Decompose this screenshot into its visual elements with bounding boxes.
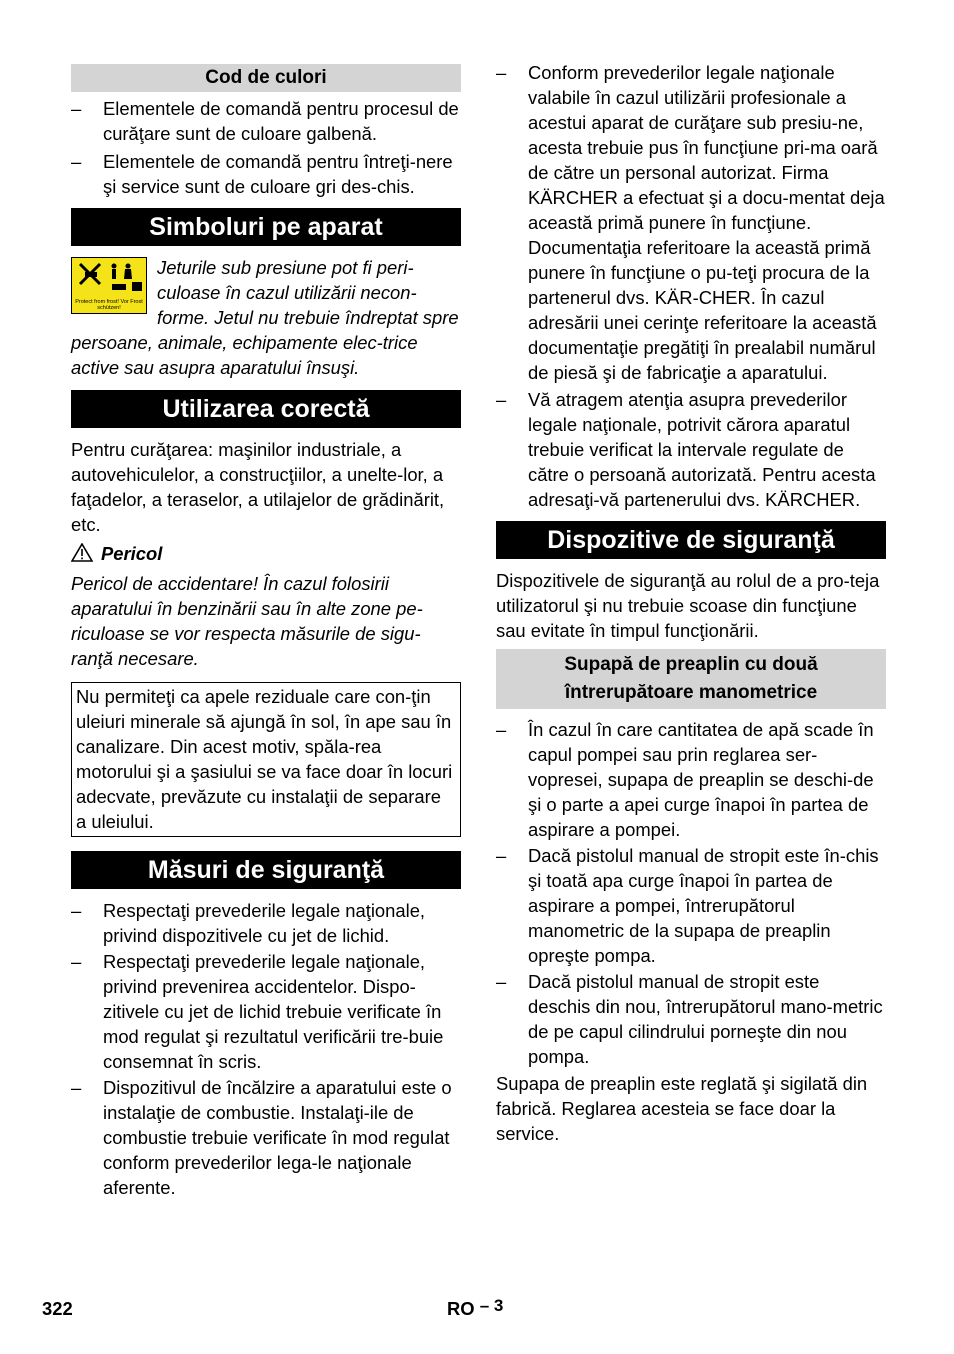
symbols-heading: Simboluri pe aparat: [71, 208, 461, 246]
list-item: – Conform prevederilor legale naţionale valabile în cazul utilizării profesionale a acestui aparat de curăţare sub presiu-ne, acesta trebuie pus în funcţiune pri-ma oară de către un personal autorizat. Firma KÄRCHER a efectuat şi a docu-mentat deja această primă punere în funcţiune. Documentaţia referitoare la această primă punere în funcţiune o pu-teţi procura de la partenerul dvs. KÄR-CHER. În cazul adresării unei cerinţe referitoare la această documentaţie pregătiţi în prealabil numărul de piesă şi de fabricaţie a aparatului.: [496, 62, 885, 383]
proper-use-section: [71, 390, 461, 837]
proper-use-heading: Utilizarea corectă: [71, 390, 461, 428]
dash-icon: –: [496, 845, 507, 866]
danger-text: Pericol de accidentare! În cazul folosirii aparatului în benzinării sau în alte zone pe-riculoase se vor respecta măsurile de sigu-ranţă necesare.: [71, 573, 423, 669]
overflow-valve-section: [496, 649, 886, 1146]
overflow-valve-heading: Supapă de preaplin cu două întrerupătoare manometrice: [496, 649, 886, 709]
list-item: – Dacă pistolul manual de stropit este deschis din nou, întrerupătorul mano-metric de pe capul cilindrului porneşte din nou pompa.: [496, 971, 883, 1067]
dash-icon: –: [71, 1077, 82, 1098]
safety-heading: Măsuri de siguranţă: [71, 851, 461, 889]
language-code: RO – 3: [447, 1296, 504, 1319]
environment-note-box: Nu permiteţi ca apele reziduale care con-ţin uleiuri minerale să ajungă în sol, în ape sau în canalizare. Din acest motiv, spăla-rea motorului şi a şasiului se va face doar în locuri adecvate, prevăzute cu instalaţii de separare a uleiului.: [71, 682, 461, 837]
dash-icon: –: [71, 951, 82, 972]
list-item: – Dacă pistolul manual de stropit este în-chis şi toată apa curge înapoi în partea de aspirare a pompei, întrerupătorul manometric de la supapa de preaplin opreşte pompa.: [496, 845, 879, 966]
safety-continued: [496, 60, 886, 512]
dash-icon: –: [496, 719, 507, 740]
right-column: [496, 60, 886, 1146]
symbols-text: Jeturile sub presiune pot fi peri-culoase în cazul utilizării necon-forme. Jetul nu trebuie îndreptat spre persoane, animale, echipamente elec-trice active sau asupra aparatului însuşi.: [71, 257, 459, 378]
safety-devices-section: [496, 521, 886, 643]
list-item: – Respectaţi prevederile legale naţionale, privind dispozitivele cu jet de lichid.: [71, 900, 426, 946]
list-item: – Elementele de comandă pentru procesul de curăţare sunt de culoare galbenă.: [71, 98, 459, 144]
list-item: – Respectaţi prevederile legale naţionale, privind prevenirea accidentelor. Dispo-zitivele cu jet de lichid trebuie verificate în mod regulat şi rezultatul verificării tre-buie consemnat în scris.: [71, 951, 444, 1072]
color-code-section: [71, 64, 461, 199]
dash-icon: –: [496, 971, 507, 992]
dash-icon: –: [496, 389, 507, 410]
list-item: – În cazul în care cantitatea de apă scade în capul pompei sau prin reglarea ser-vopresei, supapa de preaplin se deschi-de şi o parte a apei curge înapoi în partea de aspirare a pompei.: [496, 719, 874, 840]
list-item: – Dispozitivul de încălzire a aparatului este o instalaţie de combustie. Instalaţi-ile de combustie trebuie verificate în mod regulat conform prevederilor lega-le naţionale aferente.: [71, 1077, 452, 1198]
safety-devices-text: Dispozitivele de siguranţă au rolul de a pro-teja utilizatorul şi nu trebuie scoase din funcţiune sau evitate în timpul funcţionării.: [496, 570, 880, 641]
safety-section: [71, 851, 461, 1200]
list-item: – Elementele de comandă pentru întreţi-nere şi service sunt de culoare gri des-chis.: [71, 151, 453, 197]
dash-icon: –: [496, 62, 507, 83]
warning-triangle-icon: [71, 543, 93, 567]
left-column: [71, 60, 461, 1200]
symbols-section: [71, 208, 461, 380]
danger-label: Pericol: [71, 541, 461, 567]
color-code-heading: Cod de culori: [71, 64, 461, 92]
overflow-valve-text: Supapa de preaplin este reglată şi sigilată din fabrică. Reglarea acesteia se face doar la service.: [496, 1073, 868, 1144]
page-number: 322: [42, 1298, 73, 1319]
dash-icon: –: [71, 151, 82, 172]
warning-symbol-icon: Protect from frost! Vor Frost schützen!: [71, 257, 147, 314]
dash-icon: –: [71, 98, 82, 119]
list-item: – Vă atragem atenţia asupra prevederilor legale naţionale, potrivit cărora aparatul trebuie verificat la intervale regulate de către o persoană autorizată. Pentru acesta adresaţi-vă partenerului dvs. KÄRCHER.: [496, 389, 876, 510]
dash-icon: –: [71, 900, 82, 921]
safety-devices-heading: Dispozitive de siguranţă: [496, 521, 886, 559]
symbol-block: [71, 255, 461, 380]
proper-use-text: Pentru curăţarea: maşinilor industriale, a autovehiculelor, a construcţiilor, a unelte-lor, a faţadelor, a teraselor, a utilajelor de grădinărit, etc.: [71, 439, 445, 535]
